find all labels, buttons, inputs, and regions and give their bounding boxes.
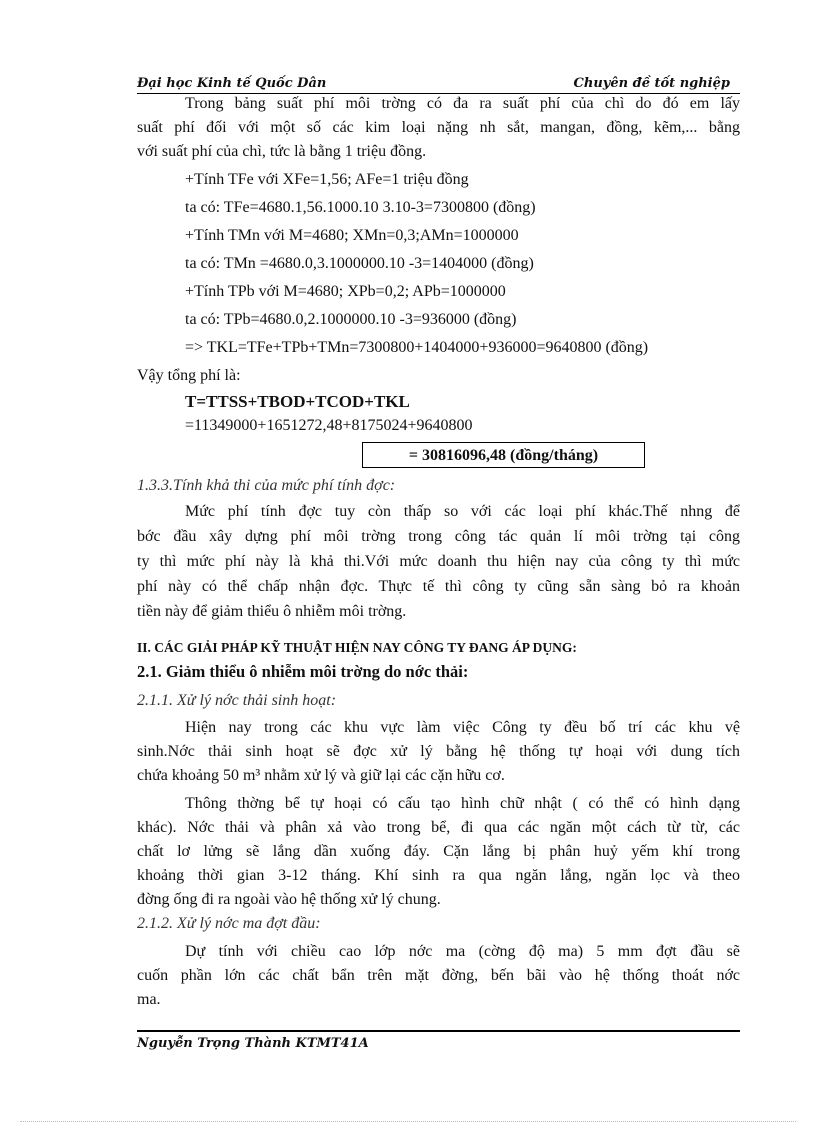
para4-line: chất lơ lửng sẽ lắng dần xuống đáy. Cặn lắng bị phân huỷ yếm khí trong xyxy=(137,843,740,860)
calc-line: ta có: TMn =4680.0,3.1000000.10 -3=1404000 (đồng) xyxy=(185,255,534,272)
para1-line: với suất phí của chì, tức là bằng 1 triệu đồng. xyxy=(137,143,427,160)
para1-line: Trong bảng suất phí môi trờng có đa ra suất phí của chì do đó em lấy xyxy=(185,95,740,112)
header-left: Đại học Kinh tế Quốc Dân xyxy=(137,76,327,91)
para4-line: khác). Nớc thải và phân xả vào trong bể, đi qua các ngăn một cách từ từ, các xyxy=(137,819,740,836)
para1-line: suất phí đối với một số các kim loại nặng nh sắt, mangan, đồng, kẽm,... bằng xyxy=(137,119,740,136)
para5-line: Dự tính với chiều cao lớp nớc ma (cờng độ ma) 5 mm đợt đầu sẽ xyxy=(185,943,740,960)
calc-line: +Tính TMn với M=4680; XMn=0,3;AMn=1000000 xyxy=(185,227,519,244)
footer-rule xyxy=(137,1030,740,1032)
section-2-1-2-title: 2.1.2. Xử lý nớc ma đợt đầu: xyxy=(137,915,321,932)
para4-line: khoảng thời gian 3-12 tháng. Khí sinh ra qua ngăn lắng, ngăn lọc và theo xyxy=(137,867,740,884)
total-formula: T=TTSS+TBOD+TCOD+TKL xyxy=(185,392,410,411)
para2-line: phí này có thể chấp nhận đợc. Thực tế thì công ty cũng sẵn sàng bỏ ra khoản xyxy=(137,578,740,595)
calc-line: +Tính TPb với M=4680; XPb=0,2; APb=1000000 xyxy=(185,283,506,300)
total-label: Vậy tổng phí là: xyxy=(137,367,241,384)
calc-line: ta có: TFe=4680.1,56.1000.10 3.10-3=7300800 (đồng) xyxy=(185,199,536,216)
section-2-1-1-title: 2.1.1. Xử lý nớc thải sinh hoạt: xyxy=(137,692,337,709)
total-sum: =11349000+1651272,48+8175024+9640800 xyxy=(185,417,473,434)
para5-line: cuốn phần lớn các chất bẩn trên mặt đờng, bến bãi vào hệ thống thoát nớc xyxy=(137,967,740,984)
section-1-3-3-title: 1.3.3.Tính khả thi của mức phí tính đợc: xyxy=(137,477,396,494)
calc-line: => TKL=TFe+TPb+TMn=7300800+1404000+936000=9640800 (đồng) xyxy=(185,339,649,356)
section-II-title: II. CÁC GIẢI PHÁP KỸ THUẬT HIỆN NAY CÔNG TY ĐANG ÁP DỤNG: xyxy=(137,640,577,655)
para3-line: chứa khoảng 50 m³ nhằm xử lý và giữ lại các cặn hữu cơ. xyxy=(137,767,505,784)
para2-line: ty thì mức phí này là khả thi.Với mức doanh thu hiện nay của công ty thì mức xyxy=(137,553,740,570)
total-result-box: = 30816096,48 (đồng/tháng) xyxy=(362,442,645,468)
para2-line: tiền này để giảm thiểu ô nhiễm môi trờng. xyxy=(137,603,407,620)
section-2-1-title: 2.1. Giảm thiểu ô nhiễm môi trờng do nớc thải: xyxy=(137,662,469,681)
para4-line: đờng ống đi ra ngoài vào hệ thống xử lý chung. xyxy=(137,891,441,908)
para2-line: Mức phí tính đợc tuy còn thấp so với các loại phí khác.Thế nhng để xyxy=(185,503,740,520)
para4-line: Thông thờng bể tự hoại có cấu tạo hình chữ nhật ( có thể có hình dạng xyxy=(185,795,740,812)
page-bottom-divider xyxy=(20,1121,796,1122)
calc-line: +Tính TFe với XFe=1,56; AFe=1 triệu đồng xyxy=(185,171,469,188)
footer-author: Nguyễn Trọng Thành KTMT41A xyxy=(137,1036,369,1051)
header-right: Chuyên đề tốt nghiệp xyxy=(573,76,730,91)
para3-line: Hiện nay trong các khu vực làm việc Công ty đều bố trí các khu vệ xyxy=(185,719,740,736)
para3-line: sinh.Nớc thải sinh hoạt sẽ đợc xử lý bằng hệ thống tự hoại với dung tích xyxy=(137,743,740,760)
para2-line: bớc đầu xây dựng phí môi trờng trong công tác quản lí môi trờng tại công xyxy=(137,528,740,545)
calc-line: ta có: TPb=4680.0,2.1000000.10 -3=936000 (đồng) xyxy=(185,311,517,328)
para5-line: ma. xyxy=(137,991,161,1008)
